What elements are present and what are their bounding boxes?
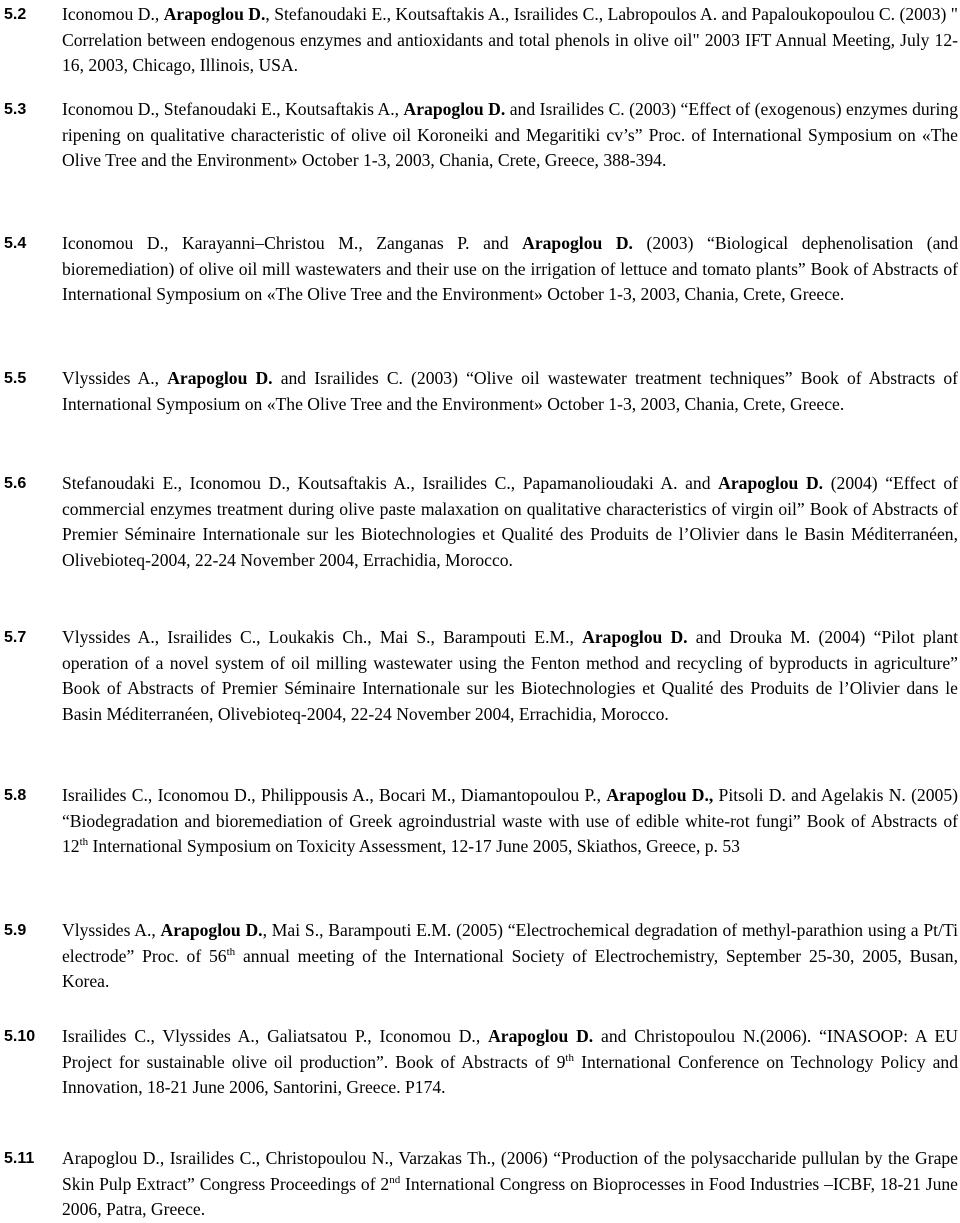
reference-number: 5.10 bbox=[4, 1028, 36, 1045]
highlighted-author: Arapoglou D. bbox=[718, 473, 824, 493]
ordinal-suffix: th bbox=[565, 1051, 574, 1064]
reference-text-segment: annual meeting of the International Society of Electrochemistry, September 25-30, 2005, Busan, Korea. bbox=[62, 945, 958, 992]
reference-text-segment: Israilides C., Iconomou D., Philippousis A., Bocari M., Diamantopoulou P., bbox=[62, 785, 607, 805]
highlighted-author: Arapoglou D., bbox=[606, 785, 714, 805]
reference-number: 5.4 bbox=[4, 235, 27, 252]
reference-entry bbox=[2, 1024, 958, 1101]
reference-entry bbox=[2, 625, 958, 727]
reference-entry bbox=[2, 366, 958, 417]
reference-entry bbox=[2, 231, 958, 308]
reference-text-segment: (2003) “Biological dephenolisation (and bioremediation) of olive oil mill wastewaters and their use on the irrigation of lettuce and tomato plants” Book of Abstracts of International Symposium on «The Olive Tree and the Environment» October 1-3, 2003, Chania, Crete, Greece. bbox=[62, 233, 958, 305]
reference-text-segment: International Conference on Technology Policy and Innovation, 18-21 June 2006, Santorini, Greece. P174. bbox=[62, 1051, 958, 1098]
reference-text-segment: Pitsoli D. and Agelakis N. (2005) “Biodegradation and bioremediation of Greek agroindustrial waste with use of edible white-rot fungi” Book of Abstracts of 12 bbox=[62, 785, 958, 857]
highlighted-author: Arapoglou D. bbox=[167, 368, 273, 388]
reference-entry bbox=[2, 471, 958, 573]
reference-number: 5.8 bbox=[4, 787, 27, 804]
reference-text-segment: and Christopoulou N.(2006). “INASOOP: A EU Project for sustainable olive oil production”. Book of Abstracts of 9 bbox=[62, 1026, 958, 1072]
reference-text-segment: Stefanoudaki E., Iconomou D., Koutsaftakis A., Israilides C., Papamanolioudaki A. and bbox=[62, 473, 719, 493]
reference-text-segment: International Congress on Bioprocesses in Food Industries –ICBF, 18-21 June 2006, Patra, Greece. bbox=[62, 1173, 958, 1220]
reference-text-segment: and Drouka M. (2004) “Pilot plant operation of a novel system of oil milling wastewater using the Fenton method and recycling of byproducts in agriculture” Book of Abstracts of Premier Séminaire Internationale sur les Biotechnologies et Qualité des Produits de l’Olivier dans le Basin Méditerranéen, Olivebioteq-2004, 22-24 November 2004, Errachidia, Morocco. bbox=[62, 627, 959, 724]
reference-number: 5.6 bbox=[4, 475, 27, 492]
reference-entry bbox=[2, 1146, 958, 1223]
highlighted-author: Arapoglou D. bbox=[163, 4, 266, 24]
reference-text-segment: Vlyssides A., bbox=[62, 920, 161, 940]
reference-text-segment: International Symposium on Toxicity Assessment, 12-17 June 2005, Skiathos, Greece, p. 53 bbox=[88, 836, 740, 857]
highlighted-author: Arapoglou D. bbox=[582, 627, 688, 647]
reference-number: 5.7 bbox=[4, 629, 27, 646]
reference-text-segment: (2004) “Effect of commercial enzymes treatment during olive paste malaxation on qualitative characteristics of virgin oil” Book of Abstracts of Premier Séminaire Internationale sur les Biotechnologies et Qualité des Produits de l’Olivier dans le Basin Méditerranéen, Olivebioteq-2004, 22-24 November 2004, Errachidia, Morocco. bbox=[62, 473, 958, 570]
ordinal-suffix: th bbox=[79, 836, 89, 849]
reference-text-segment: Vlyssides A., Israilides C., Loukakis Ch., Mai S., Barampouti E.M., bbox=[62, 627, 583, 647]
highlighted-author: Arapoglou D. bbox=[160, 920, 263, 940]
reference-entry bbox=[2, 918, 958, 995]
reference-text-segment: Iconomou D., bbox=[62, 4, 164, 24]
reference-text-segment: and Israilides C. (2003) “Olive oil wastewater treatment techniques” Book of Abstracts of International Symposium on «The Olive Tree and the Environment» October 1-3, 2003, Chania, Crete, Greece. bbox=[62, 368, 958, 414]
reference-text-segment: Arapoglou D., Israilides C., Christopoulou N., Varzakas Th., (2006) “Production of the polysaccharide pullulan by the Grape Skin Pulp Extract” Congress Proceedings of 2 bbox=[62, 1148, 958, 1194]
reference-number: 5.5 bbox=[4, 370, 27, 387]
reference-text-segment: and Israilides C. (2003) “Effect of (exogenous) enzymes during ripening on qualitative characteristic of olive oil Koroneiki and Megaritiki cv’s” Proc. of International Symposium on «The Olive Tree and the Environment» October 1-3, 2003, Chania, Crete, Greece, 388-394. bbox=[62, 99, 959, 171]
reference-text-segment: Iconomou D., Karayanni–Christou M., Zanganas P. and bbox=[62, 233, 523, 253]
reference-entry bbox=[2, 783, 958, 860]
highlighted-author: Arapoglou D. bbox=[403, 99, 506, 119]
reference-number: 5.3 bbox=[4, 101, 27, 118]
highlighted-author: Arapoglou D. bbox=[488, 1026, 594, 1046]
ordinal-suffix: th bbox=[226, 945, 236, 958]
highlighted-author: Arapoglou D. bbox=[522, 233, 633, 253]
reference-text-segment: , Stefanoudaki E., Koutsaftakis A., Israilides C., Labropoulos A. and Papaloukopoulou C. (2003) " Correlation between endogenous enzymes and antioxidants and total phenols in olive oil" 2003 IFT Annual Meeting, July 12-16, 2003, Chicago, Illinois, USA. bbox=[62, 4, 958, 76]
reference-text-segment: Iconomou D., Stefanoudaki E., Koutsaftakis A., bbox=[62, 99, 404, 119]
reference-text-segment: Vlyssides A., bbox=[62, 368, 168, 388]
reference-text-segment: , Mai S., Barampouti E.M. (2005) “Electrochemical degradation of methyl-parathion using a Pt/Ti electrode” Proc. of 56 bbox=[62, 920, 958, 966]
reference-text-segment: Israilides C., Vlyssides A., Galiatsatou P., Iconomou D., bbox=[62, 1026, 489, 1046]
reference-number: 5.9 bbox=[4, 922, 27, 939]
ordinal-suffix: nd bbox=[389, 1173, 401, 1186]
reference-entry bbox=[2, 2, 958, 79]
reference-entry bbox=[2, 97, 958, 174]
reference-number: 5.2 bbox=[4, 6, 27, 23]
reference-number: 5.11 bbox=[4, 1150, 35, 1167]
